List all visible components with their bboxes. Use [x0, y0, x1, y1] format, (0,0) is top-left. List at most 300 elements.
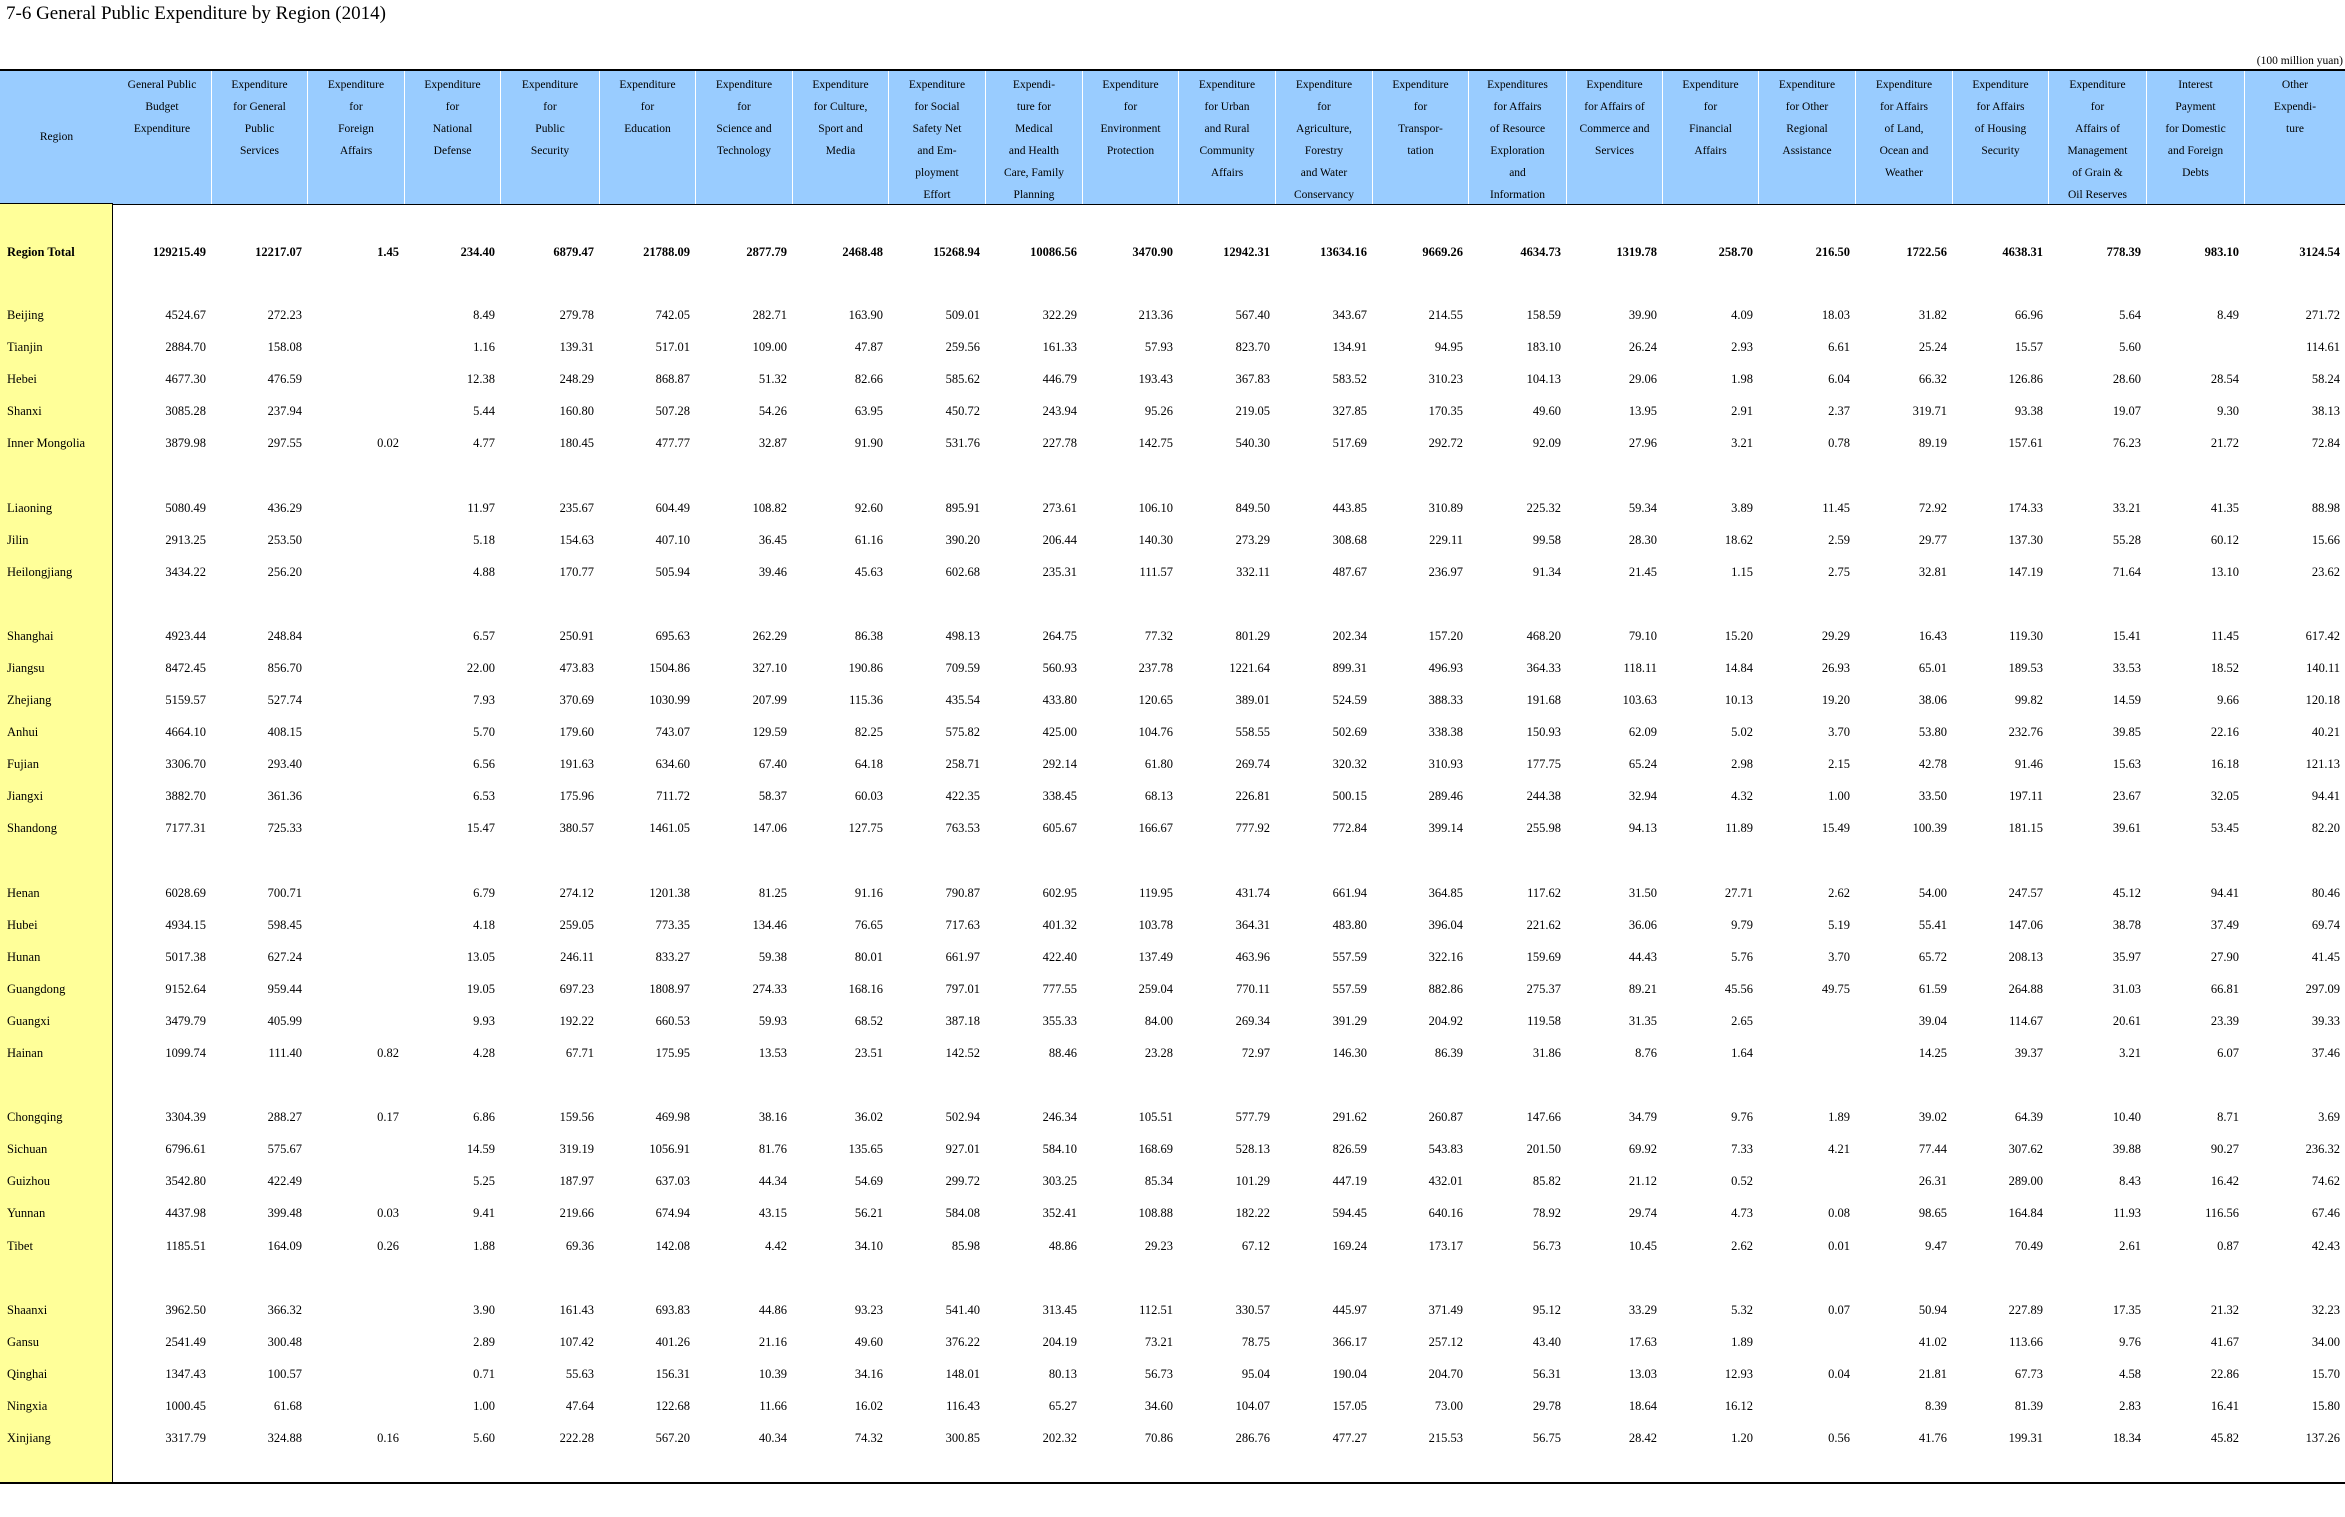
table-cell: 320.32 — [1332, 757, 1367, 772]
table-cell: 264.75 — [1042, 628, 1077, 643]
table-cell: 108.82 — [752, 500, 787, 515]
table-cell: 422.49 — [267, 1174, 302, 1189]
table-cell: 3124.54 — [2299, 245, 2340, 259]
region-row-label: Sichuan — [7, 1142, 48, 1157]
table-cell: 777.92 — [1235, 821, 1270, 836]
table-cell: 477.77 — [655, 436, 690, 451]
table-cell: 45.63 — [854, 564, 883, 579]
table-cell: 0.07 — [1828, 1302, 1850, 1317]
table-cell: 401.26 — [655, 1334, 690, 1349]
table-cell: 177.75 — [1526, 757, 1561, 772]
table-cell: 192.22 — [559, 1013, 594, 1028]
table-cell: 37.46 — [2311, 1046, 2340, 1060]
table-cell: 483.80 — [1332, 917, 1367, 932]
table-cell: 32.23 — [2311, 1302, 2340, 1317]
table-cell: 116.43 — [946, 1398, 980, 1413]
table-cell: 3434.22 — [165, 564, 206, 579]
table-cell: 163.90 — [848, 308, 883, 322]
table-cell: 65.01 — [1918, 660, 1947, 675]
table-cell: 390.20 — [945, 532, 980, 547]
table-cell: 107.42 — [559, 1334, 594, 1349]
table-cell: 60.03 — [854, 789, 883, 804]
table-cell: 3.90 — [473, 1302, 495, 1317]
table-cell: 2.65 — [1731, 1013, 1753, 1028]
table-cell: 91.46 — [2014, 757, 2043, 772]
table-cell: 59.38 — [758, 949, 787, 964]
table-cell: 770.11 — [1236, 981, 1270, 996]
region-row-label: Yunnan — [7, 1206, 46, 1221]
table-cell: 114.67 — [2009, 1013, 2043, 1028]
table-cell: 15.57 — [2014, 340, 2043, 355]
table-cell: 99.58 — [1532, 532, 1561, 547]
table-cell: 1030.99 — [649, 693, 690, 707]
table-cell: 9.47 — [1925, 1238, 1947, 1253]
table-cell: 214.55 — [1428, 308, 1463, 322]
table-cell: 91.34 — [1532, 564, 1561, 579]
table-cell: 148.01 — [945, 1366, 980, 1381]
table-cell: 206.44 — [1042, 532, 1077, 547]
table-cell: 3.21 — [1731, 436, 1753, 451]
table-cell: 191.68 — [1526, 693, 1561, 707]
table-cell: 39.85 — [2112, 725, 2141, 740]
table-cell: 82.20 — [2311, 821, 2340, 836]
table-cell: 13.53 — [758, 1046, 787, 1060]
table-cell: 235.31 — [1042, 564, 1077, 579]
table-cell: 361.36 — [267, 789, 302, 804]
table-cell: 85.98 — [951, 1238, 980, 1253]
table-cell: 11.89 — [1725, 821, 1753, 836]
table-cell: 1.00 — [473, 1398, 495, 1413]
table-cell: 68.13 — [1144, 789, 1173, 804]
table-cell: 517.69 — [1332, 436, 1367, 451]
table-cell: 85.82 — [1532, 1174, 1561, 1189]
table-cell: 15.41 — [2112, 628, 2141, 643]
table-cell: 15268.94 — [933, 245, 980, 259]
table-cell: 517.01 — [655, 340, 690, 355]
table-cell: 89.19 — [1918, 436, 1947, 451]
table-cell: 711.72 — [656, 789, 690, 804]
table-cell: 119.30 — [2009, 628, 2043, 643]
table-cell: 166.67 — [1138, 821, 1173, 836]
table-cell: 364.33 — [1526, 660, 1561, 675]
table-cell: 4437.98 — [165, 1206, 206, 1221]
table-cell: 69.36 — [565, 1238, 594, 1253]
table-cell: 2.37 — [1828, 404, 1850, 419]
region-column-band — [0, 71, 113, 1482]
table-cell: 57.93 — [1144, 340, 1173, 355]
table-cell: 67.73 — [2014, 1366, 2043, 1381]
table-cell: 5159.57 — [165, 693, 206, 707]
region-row-label: Chongqing — [7, 1110, 63, 1125]
table-cell: 5.25 — [473, 1174, 495, 1189]
table-cell: 13.10 — [2210, 564, 2239, 579]
table-cell: 660.53 — [655, 1013, 690, 1028]
table-cell: 531.76 — [945, 436, 980, 451]
table-cell: 161.43 — [559, 1302, 594, 1317]
table-cell: 6.07 — [2217, 1046, 2239, 1060]
table-cell: 66.96 — [2014, 308, 2043, 322]
table-cell: 661.94 — [1332, 885, 1367, 900]
table-cell: 117.62 — [1527, 885, 1561, 900]
table-cell: 367.83 — [1235, 372, 1270, 387]
table-cell: 225.32 — [1526, 500, 1561, 515]
table-cell: 292.72 — [1428, 436, 1463, 451]
table-cell: 253.50 — [267, 532, 302, 547]
table-cell: 222.28 — [559, 1431, 594, 1445]
table-cell: 69.74 — [2311, 917, 2340, 932]
table-cell: 833.27 — [655, 949, 690, 964]
table-cell: 4664.10 — [165, 725, 206, 740]
table-cell: 1.89 — [1731, 1334, 1753, 1349]
table-cell: 6.79 — [473, 885, 495, 900]
total-row-label: Region Total — [7, 245, 75, 259]
table-cell: 69.92 — [1628, 1142, 1657, 1157]
table-cell: 120.18 — [2305, 693, 2340, 707]
table-cell: 34.16 — [854, 1366, 883, 1381]
column-header: Expendi- ture for Medical and Health Care, Family Planning — [985, 71, 1082, 204]
table-cell: 25.24 — [1918, 340, 1947, 355]
table-cell: 134.91 — [1332, 340, 1367, 355]
table-cell: 61.80 — [1144, 757, 1173, 772]
table-cell: 1185.51 — [165, 1238, 206, 1253]
table-cell: 742.05 — [655, 308, 690, 322]
table-cell: 93.23 — [854, 1302, 883, 1317]
table-cell: 477.27 — [1332, 1431, 1367, 1445]
table-cell: 60.12 — [2210, 532, 2239, 547]
table-cell: 237.94 — [267, 404, 302, 419]
column-header: Expenditure for Social Safety Net and Em- ployment Effort — [888, 71, 985, 204]
table-cell: 100.57 — [267, 1366, 302, 1381]
table-cell: 44.43 — [1628, 949, 1657, 964]
table-cell: 8.49 — [2217, 308, 2239, 322]
table-cell: 74.32 — [854, 1431, 883, 1445]
table-cell: 208.13 — [2008, 949, 2043, 964]
table-cell: 0.71 — [473, 1366, 495, 1381]
table-cell: 187.97 — [559, 1174, 594, 1189]
table-cell: 473.83 — [559, 660, 594, 675]
table-cell: 94.13 — [1628, 821, 1657, 836]
table-cell: 9.79 — [1731, 917, 1753, 932]
table-cell: 14.84 — [1724, 660, 1753, 675]
table-cell: 330.57 — [1235, 1302, 1270, 1317]
table-cell: 55.63 — [565, 1366, 594, 1381]
table-cell: 56.21 — [854, 1206, 883, 1221]
table-cell: 3304.39 — [165, 1110, 206, 1125]
table-cell: 9669.26 — [1422, 245, 1463, 259]
table-cell: 3962.50 — [165, 1302, 206, 1317]
table-cell: 5.70 — [473, 725, 495, 740]
table-cell: 9.76 — [2119, 1334, 2141, 1349]
table-cell: 697.23 — [559, 981, 594, 996]
table-cell: 2.59 — [1828, 532, 1850, 547]
table-cell: 86.39 — [1434, 1046, 1463, 1060]
table-cell: 255.98 — [1526, 821, 1561, 836]
table-cell: 15.49 — [1821, 821, 1850, 836]
table-cell: 51.32 — [758, 372, 787, 387]
table-cell: 244.38 — [1526, 789, 1561, 804]
table-cell: 115.36 — [849, 693, 883, 707]
table-cell: 157.20 — [1428, 628, 1463, 643]
table-cell: 157.05 — [1332, 1398, 1367, 1413]
table-cell: 6796.61 — [165, 1142, 206, 1157]
table-cell: 274.33 — [752, 981, 787, 996]
column-header: Expenditure for Urban and Rural Community Affairs — [1178, 71, 1275, 204]
table-cell: 407.10 — [655, 532, 690, 547]
table-cell: 76.23 — [2112, 436, 2141, 451]
table-cell: 959.44 — [267, 981, 302, 996]
table-cell: 262.29 — [752, 628, 787, 643]
table-cell: 39.37 — [2014, 1046, 2043, 1060]
table-cell: 59.93 — [758, 1013, 787, 1028]
table-cell: 41.67 — [2210, 1334, 2239, 1349]
column-header: Expenditure for Agriculture, Forestry and Water Conservancy — [1275, 71, 1372, 204]
table-cell: 3.21 — [2119, 1046, 2141, 1060]
table-cell: 45.82 — [2210, 1431, 2239, 1445]
table-cell: 8.76 — [1635, 1046, 1657, 1060]
table-cell: 137.49 — [1138, 949, 1173, 964]
table-cell: 487.67 — [1332, 564, 1367, 579]
table-cell: 2.62 — [1731, 1238, 1753, 1253]
table-cell: 637.03 — [655, 1174, 690, 1189]
table-cell: 47.64 — [565, 1398, 594, 1413]
table-cell: 709.59 — [945, 660, 980, 675]
table-cell: 319.19 — [559, 1142, 594, 1157]
table-cell: 26.24 — [1628, 340, 1657, 355]
table-cell: 58.37 — [758, 789, 787, 804]
table-cell: 12.93 — [1724, 1366, 1753, 1381]
table-cell: 5.44 — [473, 404, 495, 419]
table-cell: 693.83 — [655, 1302, 690, 1317]
table-cell: 41.35 — [2210, 500, 2239, 515]
table-cell: 772.84 — [1332, 821, 1367, 836]
table-cell: 10086.56 — [1030, 245, 1077, 259]
table-cell: 64.18 — [854, 757, 883, 772]
table-cell: 126.86 — [2008, 372, 2043, 387]
table-cell: 170.77 — [559, 564, 594, 579]
table-cell: 1.45 — [377, 245, 399, 259]
table-cell: 3.89 — [1731, 500, 1753, 515]
table-cell: 31.03 — [2112, 981, 2141, 996]
table-cell: 157.61 — [2008, 436, 2043, 451]
table-cell: 2.75 — [1828, 564, 1850, 579]
table-cell: 38.13 — [2311, 404, 2340, 419]
table-cell: 88.98 — [2311, 500, 2340, 515]
table-cell: 108.88 — [1138, 1206, 1173, 1221]
table-cell: 95.12 — [1532, 1302, 1561, 1317]
table-cell: 2884.70 — [165, 340, 206, 355]
table-cell: 446.79 — [1042, 372, 1077, 387]
table-cell: 4.88 — [473, 564, 495, 579]
table-cell: 18.52 — [2210, 660, 2239, 675]
table-cell: 139.31 — [559, 340, 594, 355]
table-cell: 142.52 — [945, 1046, 980, 1060]
table-cell: 34.10 — [854, 1238, 883, 1253]
table-cell: 425.00 — [1042, 725, 1077, 740]
table-cell: 122.68 — [655, 1398, 690, 1413]
table-cell: 33.53 — [2112, 660, 2141, 675]
table-cell: 77.32 — [1144, 628, 1173, 643]
table-cell: 34.79 — [1628, 1110, 1657, 1125]
table-cell: 352.41 — [1042, 1206, 1077, 1221]
table-cell: 584.10 — [1042, 1142, 1077, 1157]
region-row-label: Guizhou — [7, 1174, 51, 1189]
table-cell: 273.61 — [1042, 500, 1077, 515]
table-cell: 73.00 — [1434, 1398, 1463, 1413]
table-cell: 823.70 — [1235, 340, 1270, 355]
table-cell: 4.28 — [473, 1046, 495, 1060]
table-cell: 22.16 — [2210, 725, 2239, 740]
table-cell: 1.20 — [1731, 1431, 1753, 1445]
table-cell: 594.45 — [1332, 1206, 1367, 1221]
table-cell: 291.62 — [1332, 1110, 1367, 1125]
table-cell: 28.42 — [1628, 1431, 1657, 1445]
table-cell: 13.95 — [1628, 404, 1657, 419]
table-cell: 16.42 — [2210, 1174, 2239, 1189]
table-cell: 380.57 — [559, 821, 594, 836]
table-cell: 99.82 — [2014, 693, 2043, 707]
table-cell: 264.88 — [2008, 981, 2043, 996]
table-cell: 66.32 — [1918, 372, 1947, 387]
table-cell: 202.34 — [1332, 628, 1367, 643]
table-cell: 2.62 — [1828, 885, 1850, 900]
table-cell: 35.97 — [2112, 949, 2141, 964]
table-cell: 38.06 — [1918, 693, 1947, 707]
column-header: Expenditures for Affairs of Resource Exploration and Information — [1468, 71, 1566, 204]
table-cell: 396.04 — [1428, 917, 1463, 932]
table-cell: 179.60 — [559, 725, 594, 740]
table-cell: 22.00 — [466, 660, 495, 675]
table-cell: 29.74 — [1628, 1206, 1657, 1221]
table-cell: 557.59 — [1332, 981, 1367, 996]
table-cell: 88.46 — [1048, 1046, 1077, 1060]
table-cell: 19.07 — [2112, 404, 2141, 419]
table-cell: 49.75 — [1821, 981, 1850, 996]
table-cell: 322.29 — [1042, 308, 1077, 322]
table-cell: 1504.86 — [649, 660, 690, 675]
table-cell: 602.68 — [945, 564, 980, 579]
table-cell: 65.24 — [1628, 757, 1657, 772]
table-cell: 496.93 — [1428, 660, 1463, 675]
region-row-label: Tibet — [7, 1238, 33, 1253]
region-row-label: Shandong — [7, 821, 57, 836]
table-cell: 14.25 — [1918, 1046, 1947, 1060]
table-cell: 39.90 — [1628, 308, 1657, 322]
table-cell: 32.94 — [1628, 789, 1657, 804]
table-cell: 19.05 — [466, 981, 495, 996]
table-cell: 700.71 — [267, 885, 302, 900]
table-cell: 12217.07 — [255, 245, 302, 259]
table-cell: 95.26 — [1144, 404, 1173, 419]
table-cell: 42.78 — [1918, 757, 1947, 772]
table-cell: 8.71 — [2217, 1110, 2239, 1125]
table-cell: 86.38 — [854, 628, 883, 643]
column-header: Expenditure for Public Security — [500, 71, 599, 204]
table-cell: 39.02 — [1918, 1110, 1947, 1125]
table-cell: 790.87 — [945, 885, 980, 900]
table-cell: 142.75 — [1138, 436, 1173, 451]
table-cell: 91.16 — [854, 885, 883, 900]
table-cell: 435.54 — [945, 693, 980, 707]
table-cell: 53.45 — [2210, 821, 2239, 836]
region-row-label: Hubei — [7, 917, 38, 932]
table-cell: 39.33 — [2311, 1013, 2340, 1028]
table-cell: 11.97 — [467, 500, 495, 515]
table-cell: 389.01 — [1235, 693, 1270, 707]
table-cell: 327.85 — [1332, 404, 1367, 419]
table-cell: 80.46 — [2311, 885, 2340, 900]
table-cell: 29.23 — [1144, 1238, 1173, 1253]
table-cell: 725.33 — [267, 821, 302, 836]
table-cell: 8472.45 — [165, 660, 206, 675]
table-cell: 6.04 — [1828, 372, 1850, 387]
table-cell: 202.32 — [1042, 1431, 1077, 1445]
table-cell: 193.43 — [1138, 372, 1173, 387]
table-cell: 82.66 — [854, 372, 883, 387]
table-cell: 32.87 — [758, 436, 787, 451]
table-cell: 405.99 — [267, 1013, 302, 1028]
table-cell: 164.84 — [2008, 1206, 2043, 1221]
table-cell: 235.67 — [559, 500, 594, 515]
table-cell: 567.40 — [1235, 308, 1270, 322]
unit-label: (100 million yuan) — [2256, 55, 2343, 67]
table-cell: 21.16 — [758, 1334, 787, 1349]
table-cell: 81.39 — [2014, 1398, 2043, 1413]
table-cell: 983.10 — [2204, 245, 2239, 259]
table-cell: 42.43 — [2311, 1238, 2340, 1253]
table-cell: 101.29 — [1235, 1174, 1270, 1189]
table-cell: 137.30 — [2008, 532, 2043, 547]
table-cell: 236.32 — [2305, 1142, 2340, 1157]
table-cell: 661.97 — [945, 949, 980, 964]
table-cell: 447.19 — [1332, 1174, 1367, 1189]
table-cell: 1000.45 — [165, 1398, 206, 1413]
table-cell: 158.08 — [267, 340, 302, 355]
table-cell: 10.13 — [1724, 693, 1753, 707]
table-cell: 45.56 — [1724, 981, 1753, 996]
table-cell: 13.05 — [466, 949, 495, 964]
table-cell: 260.87 — [1428, 1110, 1463, 1125]
table-cell: 227.89 — [2008, 1302, 2043, 1317]
table-cell: 507.28 — [655, 404, 690, 419]
table-cell: 43.40 — [1532, 1334, 1561, 1349]
table-cell: 0.87 — [2217, 1238, 2239, 1253]
table-cell: 370.69 — [559, 693, 594, 707]
table-cell: 289.00 — [2008, 1174, 2043, 1189]
table-cell: 468.20 — [1526, 628, 1561, 643]
table-cell: 371.49 — [1428, 1302, 1463, 1317]
table-cell: 39.61 — [2112, 821, 2141, 836]
table-cell: 376.22 — [945, 1334, 980, 1349]
table-cell: 26.93 — [1821, 660, 1850, 675]
table-cell: 2468.48 — [842, 245, 883, 259]
table-cell: 65.27 — [1048, 1398, 1077, 1413]
table-cell: 540.30 — [1235, 436, 1270, 451]
region-row-label: Hunan — [7, 949, 41, 964]
region-row-label: Fujian — [7, 757, 39, 772]
table-cell: 399.14 — [1428, 821, 1463, 836]
table-cell: 197.11 — [2009, 789, 2043, 804]
table-cell: 543.83 — [1428, 1142, 1463, 1157]
table-cell: 797.01 — [945, 981, 980, 996]
table-cell: 355.33 — [1042, 1013, 1077, 1028]
table-cell: 1.15 — [1731, 564, 1753, 579]
table-cell: 1461.05 — [649, 821, 690, 836]
table-cell: 4934.15 — [165, 917, 206, 932]
table-cell: 0.02 — [377, 436, 399, 451]
table-cell: 1722.56 — [1906, 245, 1947, 259]
table-cell: 577.79 — [1235, 1110, 1270, 1125]
table-cell: 77.44 — [1918, 1142, 1947, 1157]
